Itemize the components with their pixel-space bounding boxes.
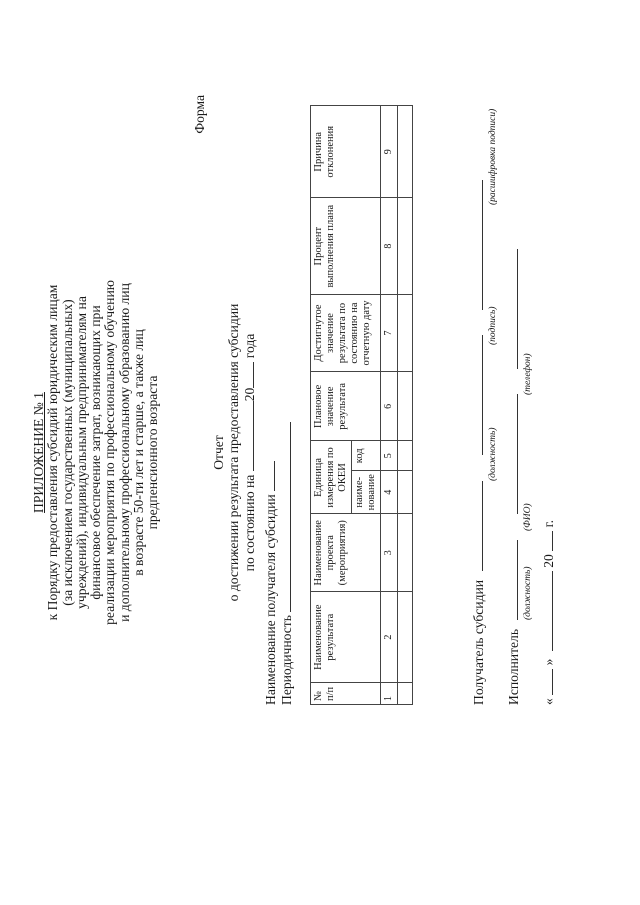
col-number: 8	[381, 198, 398, 294]
sign-month-field[interactable]	[540, 571, 553, 651]
report-subtitle: о достижении результата предоставления субсидии	[225, 303, 241, 602]
year-blank[interactable]	[241, 362, 254, 388]
header-line: реализации мероприятия по профессиональному обучению	[102, 280, 118, 625]
report-table	[310, 105, 413, 705]
header-line: учреждений), индивидуальным предпринимателям на	[73, 296, 89, 609]
recipient-label: Наименование получателя субсидии	[263, 494, 278, 705]
table-cell[interactable]	[398, 471, 413, 514]
executor-position-field[interactable]	[505, 540, 518, 620]
col-number: 1	[381, 683, 398, 705]
sign-year-prefix: 20	[541, 554, 556, 568]
col-number: 6	[381, 372, 398, 441]
caption-fio: (ФИО)	[523, 503, 533, 531]
caption-phone: (телефон)	[523, 353, 533, 395]
recipient-sign-decode-field[interactable]	[470, 180, 483, 310]
header-line: предпенсионного возраста	[145, 375, 161, 530]
header-unit: Единица измерения по ОКЕИ	[311, 441, 352, 514]
recipient-field[interactable]	[262, 461, 275, 491]
header-result-name: Наименование результата	[311, 592, 381, 683]
date-century: 20	[242, 387, 257, 402]
date-blank[interactable]	[241, 401, 254, 471]
col-number: 7	[381, 294, 398, 371]
header-line: и дополнительному профессиональному образованию лиц	[116, 283, 132, 622]
signature-recipient-label: Получатель субсидии	[471, 579, 486, 705]
caption-executor-position: (должность)	[523, 566, 533, 620]
signature-executor-label: Исполнитель	[506, 628, 521, 705]
date-suffix: года	[242, 333, 257, 359]
header-line: финансовое обеспечение затрат, возникающих при	[88, 305, 104, 600]
executor-fio-field[interactable]	[505, 394, 518, 514]
col-number: 9	[381, 106, 398, 198]
table-cell[interactable]	[398, 592, 413, 683]
executor-signature-row	[505, 249, 522, 705]
caption-position: (должность)	[488, 427, 498, 481]
header-num: № п/п	[311, 683, 381, 705]
table-cell[interactable]	[398, 294, 413, 371]
header-achieved: Достигнутое значение результата по состоянию на отчетную дату	[311, 294, 381, 371]
table-cell[interactable]	[398, 198, 413, 294]
date-open-quote: «	[541, 698, 556, 705]
recipient-position-field[interactable]	[470, 481, 483, 571]
header-project-name: Наименование проекта (мероприятия)	[311, 514, 381, 592]
executor-phone-field[interactable]	[505, 249, 518, 369]
header-line: (за исключением государственных (муниципальных)	[59, 299, 75, 606]
header-planned: Плановое значение результата	[311, 372, 381, 441]
table-cell[interactable]	[398, 514, 413, 592]
recipient-row	[262, 422, 278, 705]
recipient-sign-field[interactable]	[470, 335, 483, 455]
date-prefix: по состоянию на	[242, 474, 257, 572]
sign-year-suffix: г.	[541, 519, 556, 528]
table-cell[interactable]	[398, 683, 413, 705]
report-heading	[212, 0, 258, 905]
date-close-quote: »	[541, 658, 556, 666]
periodicity-field[interactable]	[278, 422, 291, 612]
header-unit-code: код	[352, 441, 381, 471]
col-number: 4	[381, 471, 398, 514]
header-block	[32, 0, 161, 905]
periodicity-row	[278, 422, 294, 705]
recipient-block	[262, 422, 294, 705]
header-percent: Процент выполнения плана	[311, 198, 381, 294]
recipient-signature-row	[470, 180, 487, 705]
periodicity-label: Периодичность	[279, 615, 294, 705]
table-cell[interactable]	[398, 106, 413, 198]
header-unit-name: наиме-нование	[352, 471, 381, 514]
table-cell[interactable]	[398, 441, 413, 471]
caption-sign-decode: (расшифровка подписи)	[488, 108, 498, 205]
sign-year-field[interactable]	[540, 531, 553, 551]
col-number: 5	[381, 441, 398, 471]
report-date-line	[241, 0, 258, 905]
report-title: Отчет	[211, 435, 226, 470]
header-reason: Причина отклонения	[311, 106, 381, 198]
col-number: 3	[381, 514, 398, 592]
table-cell[interactable]	[398, 372, 413, 441]
appendix-title: ПРИЛОЖЕНИЕ № 1	[31, 392, 46, 513]
date-signature-row	[540, 520, 557, 705]
caption-sign: (подпись)	[488, 306, 498, 345]
header-line: к Порядку предоставления субсидий юридическим лицам	[45, 284, 61, 621]
header-line: в возрасте 50-ти лет и старше, а также лиц	[131, 329, 147, 576]
sign-day-field[interactable]	[540, 669, 553, 695]
form-label: Форма	[192, 95, 207, 134]
col-number: 2	[381, 592, 398, 683]
